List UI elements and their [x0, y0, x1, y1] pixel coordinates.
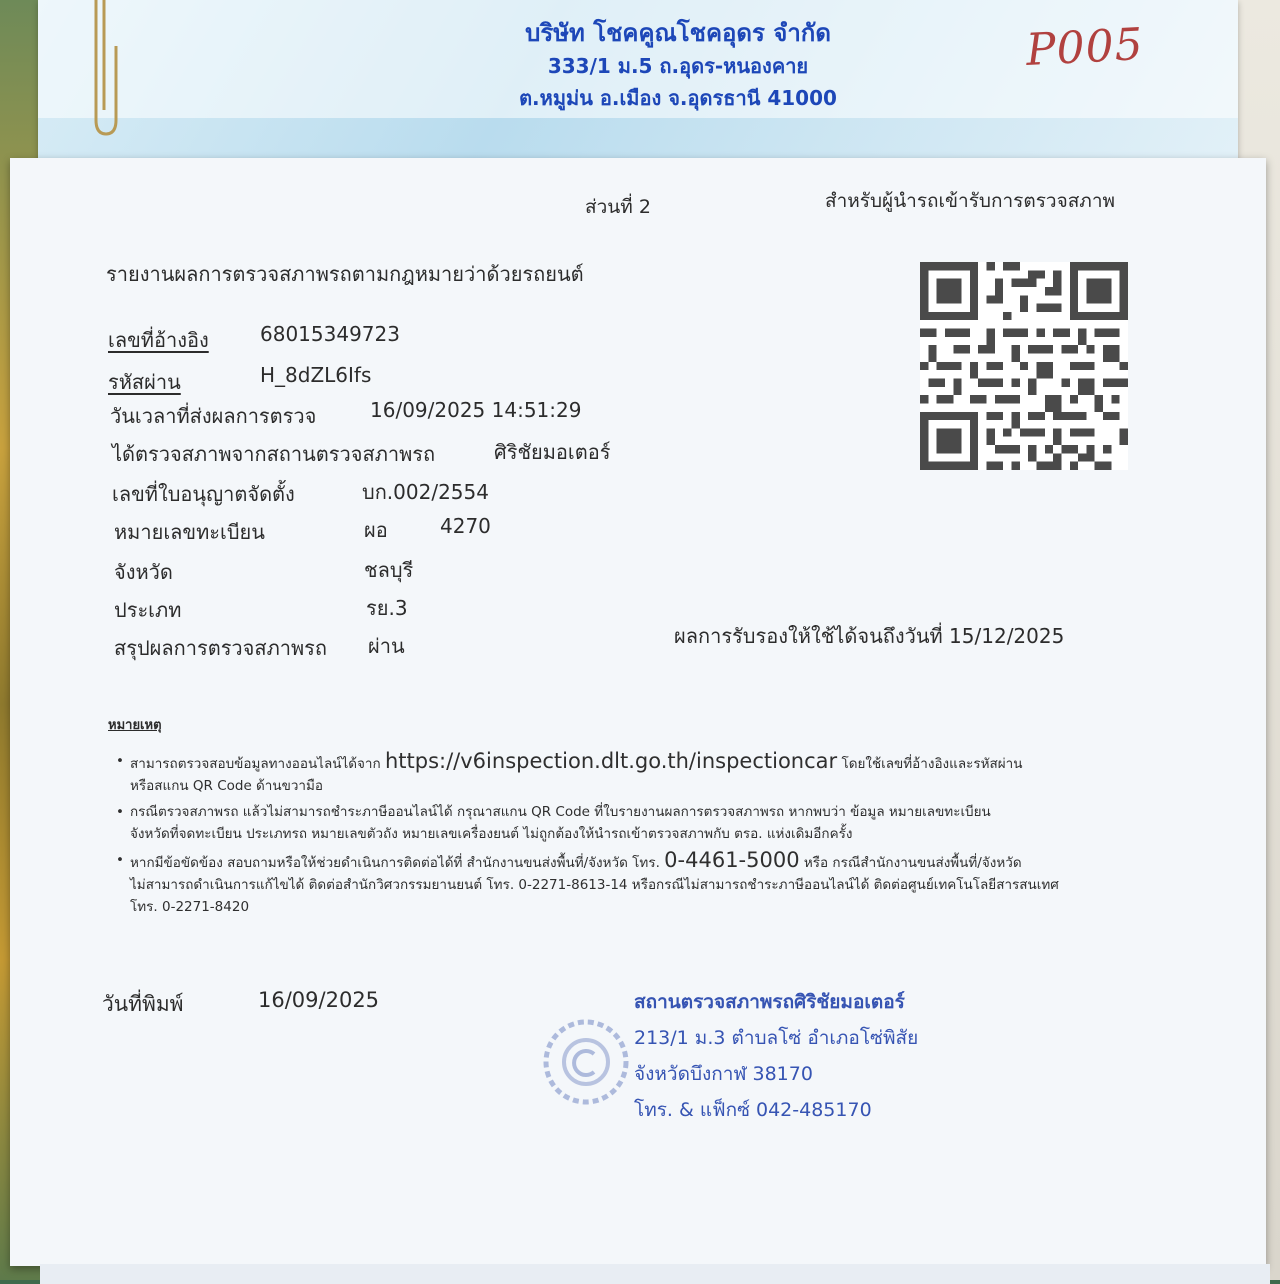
section-label: ส่วนที่ 2: [585, 196, 651, 218]
result-label: สรุปผลการตรวจสภาพรถ: [114, 636, 328, 660]
note3-line2: ไม่สามารถดำเนินการแก้ไขได้ ติดต่อสำนักวิศวกรรมยานยนต์ โทร. 0-2271-8613-14 หรือกรณีไม่สามารถชำระภาษีออนไลน์ได้ ติดต่อศูนย์เทคโนโลยีสารสนเทศ: [130, 877, 1059, 893]
note-item: [116, 801, 1156, 845]
note1-line2: หรือสแกน QR Code ด้านขวามือ: [130, 778, 324, 794]
province-value: ชลบุรี: [364, 558, 414, 582]
plate-prefix: ผอ: [364, 518, 388, 542]
password-label: รหัสผ่าน: [108, 370, 181, 394]
sent-time-label: วันเวลาที่ส่งผลการตรวจ: [110, 404, 317, 428]
company-address-line2: ต.หมูม่น อ.เมือง จ.อุดรธานี 41000: [519, 86, 837, 110]
bullet-icon: •: [116, 804, 124, 820]
station-stamp: [634, 984, 1014, 1128]
plate-label: หมายเลขทะเบียน: [114, 520, 265, 544]
report-title: รายงานผลการตรวจสภาพรถตามกฎหมายว่าด้วยรถยนต์: [106, 262, 584, 286]
company-address-line1: 333/1 ม.5 ถ.อุดร-หนองคาย: [547, 54, 809, 78]
license-value: บก.002/2554: [362, 480, 489, 504]
stamp-phone: โทร. & แฟ็กซ์ 042-485170: [634, 1099, 872, 1121]
type-value: รย.3: [366, 596, 408, 620]
paperclip-icon: [86, 0, 122, 140]
province-label: จังหวัด: [114, 560, 173, 584]
stamp-province: จังหวัดบึงกาฬ 38170: [634, 1063, 813, 1085]
company-header: [468, 16, 888, 114]
station-value: ศิริชัยมอเตอร์: [494, 440, 611, 464]
note1-suffix: โดยใช้เลขที่อ้างอิงและรหัสผ่าน: [841, 756, 1023, 772]
note3-line3: โทร. 0-2271-8420: [130, 899, 250, 915]
transport-office-phone: 0-4461-5000: [664, 848, 800, 872]
qr-code[interactable]: [920, 262, 1128, 470]
for-owner-label: สำหรับผู้นำรถเข้ารับการตรวจสภาพ: [825, 190, 1116, 212]
note-item: [116, 849, 1156, 918]
station-seal-icon: [538, 1014, 634, 1110]
handwritten-code: P005: [1024, 18, 1145, 77]
notes-list: [116, 750, 1156, 922]
note1-prefix: สามารถตรวจสอบข้อมูลทางออนไลน์ได้จาก: [130, 756, 381, 772]
note3-suffix: หรือ กรณีสำนักงานขนส่งพื้นที่/จังหวัด: [803, 855, 1022, 871]
inspection-url[interactable]: https://v6inspection.dlt.go.th/inspectioncar: [384, 749, 838, 773]
inspection-report: [10, 158, 1266, 1266]
reference-value: 68015349723: [260, 322, 400, 346]
note-item: [116, 750, 1156, 797]
bullet-icon: •: [116, 753, 124, 769]
print-date-value: 16/09/2025: [258, 988, 380, 1012]
note2-line1: กรณีตรวจสภาพรถ แล้วไม่สามารถชำระภาษีออนไลน์ได้ กรุณาสแกน QR Code ที่ใบรายงานผลการตรวจสภาพรถ หากพบว่า ข้อมูล หมายเลขทะเบียน: [130, 804, 991, 820]
bottom-page-edge: [40, 1264, 1270, 1284]
station-label: ได้ตรวจสภาพจากสถานตรวจสภาพรถ: [112, 442, 436, 466]
password-value: H_8dZL6Ifs: [260, 363, 372, 387]
notes-heading: หมายเหตุ: [108, 718, 162, 733]
bullet-icon: •: [116, 852, 124, 868]
stamp-address: 213/1 ม.3 ตำบลโซ่ อำเภอโซ่พิสัย: [634, 1027, 919, 1049]
note2-line2: จังหวัดที่จดทะเบียน ประเภทรถ หมายเลขตัวถัง หมายเลขเครื่องยนต์ ไม่ถูกต้องให้นำรถเข้าตรวจสภาพกับ ตรอ. แห่งเดิมอีกครั้ง: [130, 826, 853, 842]
company-name: บริษัท โชคคูณโชคอุดร จำกัด: [525, 19, 831, 47]
plate-number: 4270: [440, 514, 491, 538]
result-value: ผ่าน: [368, 634, 405, 658]
valid-until: ผลการรับรองให้ใช้ได้จนถึงวันที่ 15/12/2025: [674, 624, 1065, 648]
type-label: ประเภท: [114, 598, 182, 622]
sent-time-value: 16/09/2025 14:51:29: [370, 398, 582, 422]
print-date-label: วันที่พิมพ์: [102, 992, 184, 1016]
stamp-station-name: สถานตรวจสภาพรถศิริชัยมอเตอร์: [634, 991, 905, 1013]
reference-label: เลขที่อ้างอิง: [108, 328, 209, 352]
note3-prefix: หากมีข้อขัดข้อง สอบถามหรือให้ช่วยดำเนินการติดต่อได้ที่ สำนักงานขนส่งพื้นที่/จังหวัด โทร.: [130, 855, 660, 871]
license-label: เลขที่ใบอนุญาตจัดตั้ง: [112, 482, 295, 506]
